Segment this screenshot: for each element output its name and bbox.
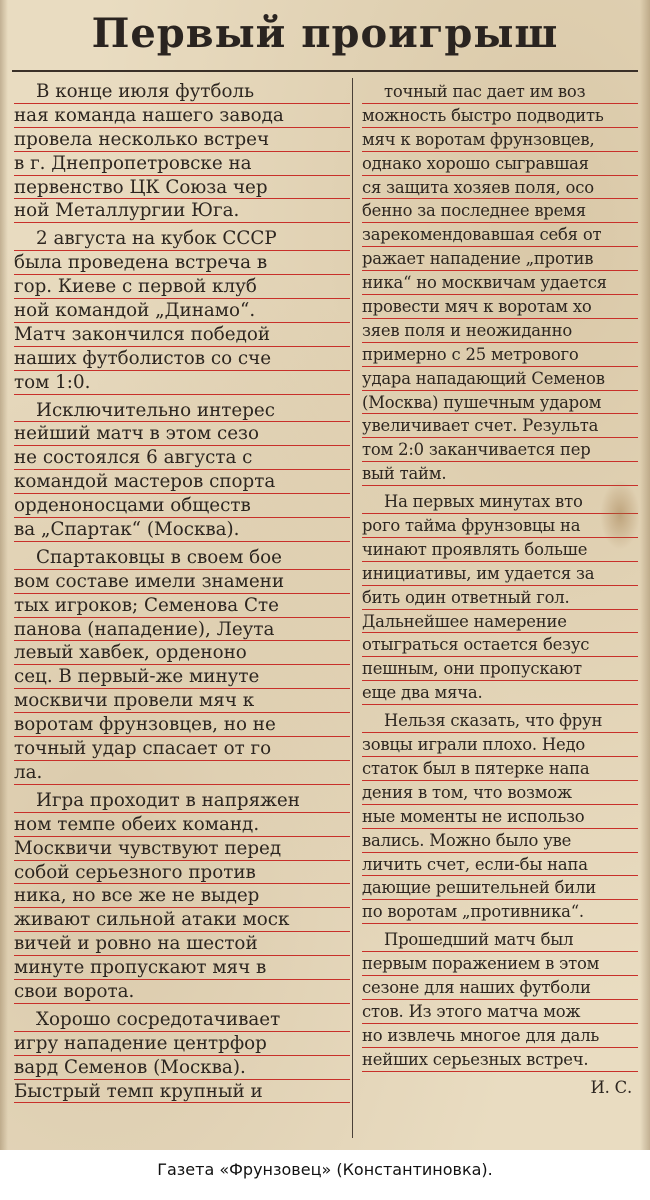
text-line: первенство ЦК Союза чер [14, 176, 350, 200]
text-line: орденоносцами обществ [14, 494, 350, 518]
text-line: нейших серьезных встреч. [362, 1048, 638, 1072]
text-line: собой серьезного против [14, 861, 350, 885]
text-line: вом составе имели знамени [14, 570, 350, 594]
text-line: командой мастеров спорта [14, 470, 350, 494]
text-line: ника“ но москвичам удается [362, 271, 638, 295]
text-line: удара нападающий Семенов [362, 367, 638, 391]
text-line: гор. Киеве с первой клуб [14, 275, 350, 299]
text-line: Спартаковцы в своем бое [14, 546, 350, 570]
photo-caption: Газета «Фрунзовец» (Константиновка). [157, 1160, 493, 1179]
text-line: инициативы, им удается за [362, 562, 638, 586]
article-headline: Первый проигрыш [91, 10, 559, 57]
article-paragraph [362, 80, 638, 486]
text-line: примерно с 25 метрового [362, 343, 638, 367]
text-line: Игра проходит в напряжен [14, 789, 350, 813]
text-line: ражает нападение „против [362, 247, 638, 271]
left-column [14, 80, 350, 1107]
paper-stain [600, 480, 640, 550]
text-line: Быстрый темп крупный и [14, 1080, 350, 1104]
article-paragraph [362, 928, 638, 1071]
text-line: бенно за последнее время [362, 199, 638, 223]
text-line: бить один ответный гол. [362, 586, 638, 610]
text-line: сец. В первый-же минуте [14, 665, 350, 689]
text-line: вичей и ровно на шестой [14, 932, 350, 956]
text-line: вард Семенов (Москва). [14, 1056, 350, 1080]
text-line: (Москва) пушечным ударом [362, 391, 638, 415]
text-line: Прошедший матч был [362, 928, 638, 952]
text-line: ном темпе обеих команд. [14, 813, 350, 837]
text-line: Нельзя сказать, что фрун [362, 709, 638, 733]
text-line: панова (нападение), Леута [14, 618, 350, 642]
text-line: ника, но все же не выдер [14, 884, 350, 908]
text-line: провела несколько встреч [14, 128, 350, 152]
text-line: свои ворота. [14, 980, 350, 1004]
text-line: сезоне для наших футболи [362, 976, 638, 1000]
text-line: но извлечь многое для даль [362, 1024, 638, 1048]
text-line: том 1:0. [14, 371, 350, 395]
text-line: однако хорошо сыгравшая [362, 152, 638, 176]
text-line: дающие решительней били [362, 876, 638, 900]
text-line: минуте пропускают мяч в [14, 956, 350, 980]
article-paragraph [362, 709, 638, 924]
text-line: можность быстро подводить [362, 104, 638, 128]
text-line: мяч к воротам фрунзовцев, [362, 128, 638, 152]
header-rule [12, 70, 638, 72]
text-line: На первых минутах вто [362, 490, 638, 514]
text-line: ной Металлургии Юга. [14, 199, 350, 223]
article-paragraph [14, 789, 350, 1004]
text-line: вались. Можно было уве [362, 829, 638, 853]
article-paragraph [362, 490, 638, 705]
text-line: увеличивает счет. Результа [362, 414, 638, 438]
text-line: Матч закончился победой [14, 323, 350, 347]
text-line: ной командой „Динамо“. [14, 299, 350, 323]
text-line: 2 августа на кубок СССР [14, 227, 350, 251]
text-line: дения в том, что возмож [362, 781, 638, 805]
text-line: наших футболистов со сче [14, 347, 350, 371]
author-signature: И. С. [590, 1077, 632, 1097]
text-line: В конце июля футболь [14, 80, 350, 104]
text-line: рого тайма фрунзовцы на [362, 514, 638, 538]
text-line: еще два мяча. [362, 681, 638, 705]
text-line: чинают проявлять больше [362, 538, 638, 562]
text-line: Дальнейшее намерение [362, 610, 638, 634]
text-line: левый хавбек, орденоно [14, 641, 350, 665]
article-paragraph [14, 546, 350, 785]
text-line: точный удар спасает от го [14, 737, 350, 761]
text-line: провести мяч к воротам хо [362, 295, 638, 319]
text-line: точный пас дает им воз [362, 80, 638, 104]
text-line: Хорошо сосредотачивает [14, 1008, 350, 1032]
text-line: ла. [14, 761, 350, 785]
text-line: не состоялся 6 августа с [14, 446, 350, 470]
column-divider [352, 78, 353, 1138]
text-line: зовцы играли плохо. Недо [362, 733, 638, 757]
article-paragraph [14, 399, 350, 542]
text-line: ные моменты не использо [362, 805, 638, 829]
article-paragraph [14, 80, 350, 223]
text-line: ся защита хозяев поля, осо [362, 176, 638, 200]
text-line: первым поражением в этом [362, 952, 638, 976]
text-line: игру нападение центрфор [14, 1032, 350, 1056]
text-line: статок был в пятерке напа [362, 757, 638, 781]
text-line: вый тайм. [362, 462, 638, 486]
text-line: том 2:0 заканчивается пер [362, 438, 638, 462]
text-line: Москвичи чувствуют перед [14, 837, 350, 861]
text-line: тых игроков; Семенова Сте [14, 594, 350, 618]
text-line: Исключительно интерес [14, 399, 350, 423]
text-line: ва „Спартак“ (Москва). [14, 518, 350, 542]
text-line: стов. Из этого матча мож [362, 1000, 638, 1024]
text-line: пешным, они пропускают [362, 657, 638, 681]
text-line: москвичи провели мяч к [14, 689, 350, 713]
right-column [362, 80, 638, 1100]
text-line: в г. Днепропетровске на [14, 152, 350, 176]
text-line: ная команда нашего завода [14, 104, 350, 128]
text-line: отыграться остается безус [362, 633, 638, 657]
text-line: зарекомендовавшая себя от [362, 223, 638, 247]
text-line: зяев поля и неожиданно [362, 319, 638, 343]
text-line: по воротам „противника“. [362, 900, 638, 924]
text-line: личить счет, если-бы напа [362, 853, 638, 877]
text-line: нейший матч в этом сезо [14, 422, 350, 446]
text-line: живают сильной атаки моск [14, 908, 350, 932]
text-line: была проведена встреча в [14, 251, 350, 275]
article-paragraph [14, 227, 350, 394]
text-line: воротам фрунзовцев, но не [14, 713, 350, 737]
article-paragraph [14, 1008, 350, 1104]
